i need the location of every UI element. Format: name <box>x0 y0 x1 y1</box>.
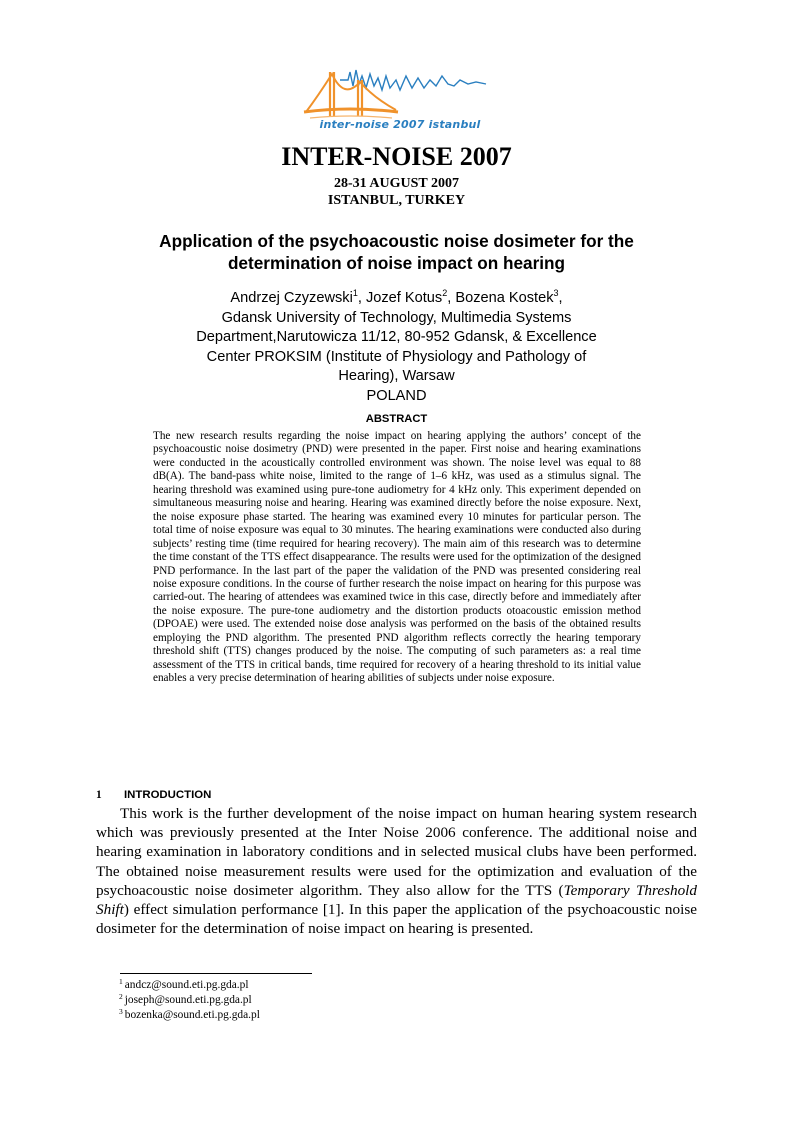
footnote-2-mark: 2 <box>119 992 123 1001</box>
bridge-logo-graphic <box>300 66 490 122</box>
affiliation-line-4: Hearing), Warsaw <box>338 368 455 385</box>
footnotes <box>119 978 260 1023</box>
section-heading-introduction <box>96 789 211 801</box>
affiliation-line-3: Center PROKSIM (Institute of Physiology and Pathology of <box>206 348 587 365</box>
footnote-3-mark: 3 <box>119 1007 123 1016</box>
conference-title: INTER-NOISE 2007 <box>281 142 512 171</box>
author-block <box>130 289 663 407</box>
author-names-tail: , <box>558 290 563 306</box>
paper-title <box>120 230 673 274</box>
conference-place: ISTANBUL, TURKEY <box>327 193 466 208</box>
footnote-1 <box>119 978 260 993</box>
footnote-3-email: bozenka@sound.eti.pg.gda.pl <box>124 1009 260 1021</box>
conference-date: 28-31 AUGUST 2007 <box>334 176 459 191</box>
conference-logo <box>300 66 490 136</box>
bridge-deck <box>304 109 398 112</box>
intro-text-italic: Temporary Threshold Shift <box>96 881 697 919</box>
footnote-1-email: andcz@sound.eti.pg.gda.pl <box>124 979 249 991</box>
affiliation-line-1: Gdansk University of Technology, Multimedia Systems <box>221 309 572 326</box>
author-2: , Jozef Kotus <box>357 290 443 306</box>
intro-text-part-1: This work is the further development of the noise impact on human hearing system research which was previously presented at the Inter Noise 2006 conference. The additional noise and hearing examination in laboratory conditions and in selected musical clubs have been performed. The obtained noise measurement results were used for the optimization and evaluation of the psychoacoustic noise dosimeter algorithm. They also allow for the TTS ( <box>96 805 697 899</box>
intro-text-part-2: ) effect simulation performance [1]. In this paper the application of the psychoacoustic noise dosimeter for the determination of noise impact on hearing is presented. <box>96 901 697 938</box>
footnote-1-mark: 1 <box>119 977 123 986</box>
introduction-paragraph <box>96 804 697 938</box>
author-3-mark: 3 <box>553 288 559 298</box>
paper-title-line-2: determination of noise impact on hearing <box>227 253 566 273</box>
paper-title-line-1: Application of the psychoacoustic noise dosimeter for the <box>159 231 634 251</box>
abstract-heading: ABSTRACT <box>365 413 428 425</box>
footnote-2 <box>119 993 260 1008</box>
abstract-text: The new research results regarding the noise impact on hearing applying the authors’ concept of the psychoacoustic noise dosimetry (PND) were presented in the paper. First noise and hearing examinations were conducted in the acoustically controlled environment was shown. The noise level was equal to 88 dB(A). The band-pass white noise, limited to the range of 1–6 kHz, was used as a stimulus signal. The hearing threshold was examined using pure-tone audiometry for 4 kHz only. This experiment depended on simultaneous measuring noise and hearing. Hearing was examined directly before the noise exposure. Next, the noise exposure phase started. The hearing was examined every 10 minutes for particular person. The total time of noise exposure was equal to 30 minutes. The hearing examinations were conducted also during subjects’ resting time (time required for hearing recovery). The main aim of this research was to determine the time constant of the TTS effect disappearance. The results were used for the optimization of the designed PND performance. In the last part of the paper the validation of the PND was presented considering real noise exposure conditions. In the course of further research the noise impact on hearing for this purpose was carried-out. The hearing of attendees was examined twice in this case, directly before and immediately after the noise exposure. The pure-tone audiometry and the distortion products otoacoustic emission method (DPOAE) were used. The extended noise dose analysis was performed on the basis of the obtained results employing the PND algorithm. The presented PND algorithm reflects correctly the hearing temporary threshold shift (TTS) changes produced by the noise. The computing of such parameters as: a real time assessment of the TTS in critical bands, time required for recovery of a hearing threshold to its initial value enables a very precise determination of hearing abilities of subjects under noise exposure. <box>153 430 641 685</box>
author-1: Andrzej Czyzewski <box>230 290 353 306</box>
author-3: , Bozena Kostek <box>447 290 554 306</box>
footnote-separator <box>120 973 312 974</box>
author-1-mark: 1 <box>352 288 358 298</box>
author-2-mark: 2 <box>442 288 448 298</box>
footnote-2-email: joseph@sound.eti.pg.gda.pl <box>124 994 252 1006</box>
section-number: 1 <box>96 789 102 801</box>
author-country: POLAND <box>366 387 427 404</box>
author-names <box>130 289 663 309</box>
section-title: INTRODUCTION <box>124 789 212 801</box>
logo-text: inter-noise 2007 istanbul <box>319 118 481 131</box>
affiliation-line-2: Department,Narutowicza 11/12, 80-952 Gdansk, & Excellence <box>196 329 597 346</box>
footnote-3 <box>119 1008 260 1023</box>
